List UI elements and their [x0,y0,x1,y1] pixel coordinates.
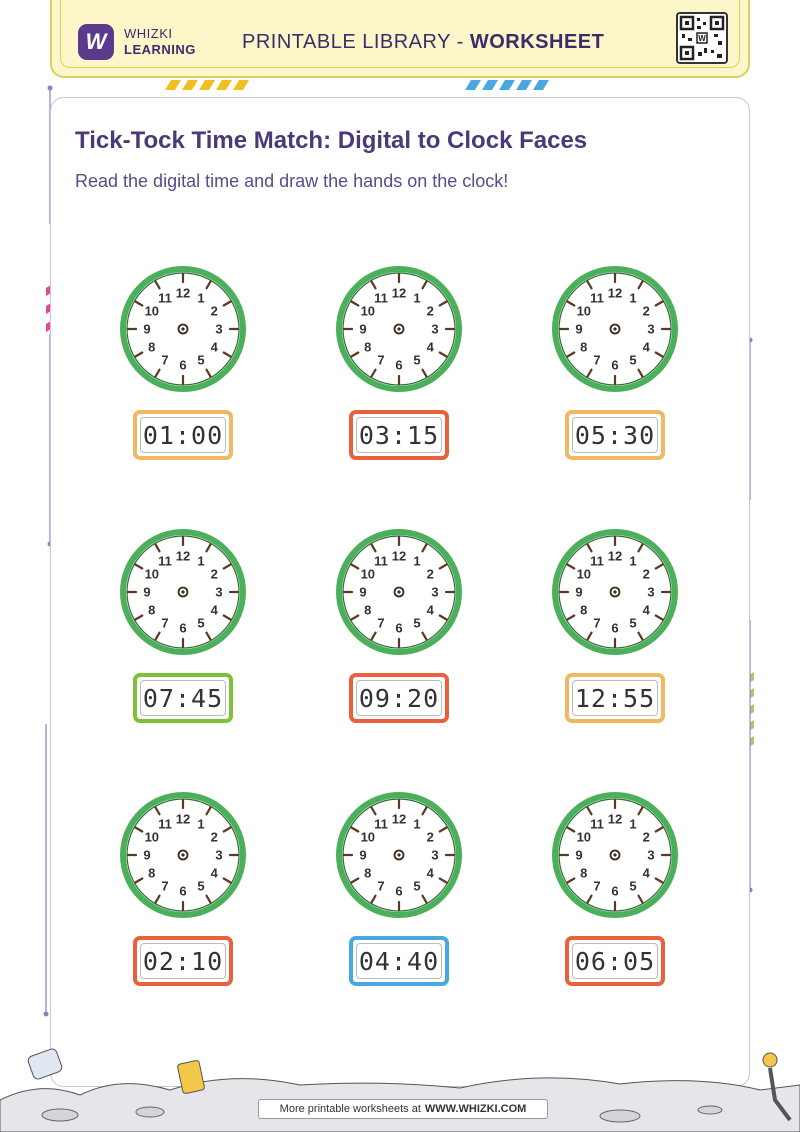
digital-time-text: 04:40 [356,943,442,979]
digital-time-text: 05:30 [572,417,658,453]
svg-text:6: 6 [611,620,619,636]
brand-name [124,26,196,58]
svg-text:2: 2 [642,303,650,319]
svg-text:2: 2 [642,566,650,582]
svg-text:11: 11 [590,290,604,306]
svg-text:10: 10 [144,829,160,845]
svg-text:5: 5 [197,878,205,894]
digital-time-display [565,410,665,460]
svg-text:4: 4 [642,865,650,881]
svg-text:4: 4 [642,602,650,618]
svg-text:8: 8 [148,602,156,618]
footer-text: More printable worksheets at [279,1103,421,1115]
svg-text:5: 5 [197,352,205,368]
clock-item [309,262,489,472]
svg-text:4: 4 [210,602,218,618]
analog-clock-face[interactable] [548,262,682,396]
svg-text:W: W [698,34,706,43]
svg-text:4: 4 [426,602,434,618]
svg-text:5: 5 [629,615,637,631]
page-header [50,0,750,78]
clock-item [309,525,489,735]
svg-text:9: 9 [575,584,583,600]
svg-text:1: 1 [197,816,205,832]
svg-text:4: 4 [210,339,218,355]
svg-text:10: 10 [144,566,160,582]
svg-text:2: 2 [426,566,434,582]
clock-item [525,525,705,735]
digital-time-text: 06:05 [572,943,658,979]
svg-text:5: 5 [197,615,205,631]
svg-text:1: 1 [413,816,421,832]
svg-text:7: 7 [377,352,385,368]
footer-website-link[interactable]: WWW.WHIZKI.COM [424,1103,527,1115]
svg-text:3: 3 [647,847,655,863]
svg-text:10: 10 [360,303,376,319]
svg-text:9: 9 [575,847,583,863]
digital-time-text: 12:55 [572,680,658,716]
digital-time-display [133,410,233,460]
svg-text:12: 12 [607,285,623,301]
svg-text:7: 7 [593,352,601,368]
svg-text:10: 10 [576,566,592,582]
analog-clock-face[interactable] [548,788,682,922]
svg-text:7: 7 [161,352,169,368]
svg-text:7: 7 [161,615,169,631]
svg-text:7: 7 [377,615,385,631]
analog-clock-face[interactable] [332,788,466,922]
analog-clock-face[interactable] [116,525,250,659]
svg-text:4: 4 [426,339,434,355]
svg-text:10: 10 [576,829,592,845]
svg-text:11: 11 [590,553,604,569]
svg-text:12: 12 [607,548,623,564]
svg-text:11: 11 [158,553,172,569]
svg-text:1: 1 [629,553,637,569]
svg-text:5: 5 [413,615,421,631]
svg-text:11: 11 [590,816,604,832]
svg-text:5: 5 [413,352,421,368]
digital-time-display [349,410,449,460]
svg-text:6: 6 [395,883,403,899]
worksheet-instructions: Read the digital time and draw the hands on the clock! [75,171,509,191]
analog-clock-face[interactable] [116,788,250,922]
svg-text:10: 10 [576,303,592,319]
svg-text:6: 6 [395,620,403,636]
svg-text:4: 4 [210,865,218,881]
svg-text:11: 11 [374,290,388,306]
digital-time-display [133,936,233,986]
svg-text:6: 6 [179,620,187,636]
svg-text:8: 8 [580,865,588,881]
svg-text:10: 10 [360,829,376,845]
svg-text:7: 7 [161,878,169,894]
svg-text:6: 6 [611,357,619,373]
svg-text:8: 8 [148,865,156,881]
svg-text:9: 9 [359,847,367,863]
svg-text:9: 9 [359,584,367,600]
svg-text:8: 8 [148,339,156,355]
svg-text:7: 7 [593,878,601,894]
svg-text:8: 8 [364,339,372,355]
digital-time-display [565,936,665,986]
svg-text:11: 11 [374,553,388,569]
qr-code-icon [676,12,728,64]
svg-text:12: 12 [175,548,191,564]
svg-text:2: 2 [426,829,434,845]
svg-text:12: 12 [607,811,623,827]
digital-time-display [349,673,449,723]
svg-text:4: 4 [426,865,434,881]
svg-text:11: 11 [374,816,388,832]
svg-text:4: 4 [642,339,650,355]
clock-item [525,262,705,472]
analog-clock-face[interactable] [116,262,250,396]
svg-text:7: 7 [377,878,385,894]
analog-clock-face[interactable] [332,262,466,396]
svg-text:3: 3 [647,584,655,600]
svg-text:6: 6 [395,357,403,373]
svg-text:1: 1 [197,553,205,569]
svg-text:3: 3 [215,321,223,337]
clock-item [309,788,489,998]
svg-text:6: 6 [611,883,619,899]
svg-text:9: 9 [575,321,583,337]
svg-text:9: 9 [359,321,367,337]
svg-text:3: 3 [431,847,439,863]
clock-item [93,525,273,735]
svg-text:10: 10 [360,566,376,582]
header-title-plain: PRINTABLE LIBRARY - [242,31,470,53]
svg-text:3: 3 [215,847,223,863]
svg-text:9: 9 [143,847,151,863]
svg-text:8: 8 [364,602,372,618]
digital-time-display [349,936,449,986]
svg-text:8: 8 [364,865,372,881]
svg-text:8: 8 [580,339,588,355]
digital-time-text: 02:10 [140,943,226,979]
svg-text:2: 2 [210,829,218,845]
svg-text:11: 11 [158,816,172,832]
worksheet-title: Tick-Tock Time Match: Digital to Clock Faces [75,127,588,154]
svg-text:10: 10 [144,303,160,319]
svg-text:1: 1 [629,290,637,306]
svg-text:7: 7 [593,615,601,631]
svg-text:1: 1 [629,816,637,832]
clock-item [525,788,705,998]
svg-text:2: 2 [210,303,218,319]
analog-clock-face[interactable] [332,525,466,659]
analog-clock-face[interactable] [548,525,682,659]
clock-item [93,262,273,472]
brand-line-1: WHIZKI [124,26,173,41]
svg-text:12: 12 [175,285,191,301]
svg-text:3: 3 [647,321,655,337]
svg-text:5: 5 [629,878,637,894]
svg-text:2: 2 [210,566,218,582]
svg-text:12: 12 [391,285,407,301]
svg-text:1: 1 [413,290,421,306]
clock-item [93,788,273,998]
blue-stripes-decoration [465,80,555,90]
svg-text:6: 6 [179,357,187,373]
svg-text:3: 3 [431,584,439,600]
svg-text:2: 2 [642,829,650,845]
header-title [242,31,604,54]
svg-text:5: 5 [413,878,421,894]
svg-text:6: 6 [179,883,187,899]
header-title-bold: WORKSHEET [469,31,605,53]
digital-time-text: 07:45 [140,680,226,716]
svg-text:12: 12 [391,548,407,564]
svg-text:5: 5 [629,352,637,368]
digital-time-display [565,673,665,723]
svg-text:11: 11 [158,290,172,306]
digital-time-text: 09:20 [356,680,442,716]
digital-time-text: 03:15 [356,417,442,453]
svg-text:12: 12 [175,811,191,827]
whizki-logo-icon: W [78,24,114,60]
svg-text:1: 1 [413,553,421,569]
brand-line-2: LEARNING [124,42,196,57]
svg-text:1: 1 [197,290,205,306]
yellow-stripes-decoration [165,80,255,90]
footer-link-banner [258,1099,548,1119]
svg-text:12: 12 [391,811,407,827]
svg-text:3: 3 [431,321,439,337]
svg-text:3: 3 [215,584,223,600]
digital-time-text: 01:00 [140,417,226,453]
svg-text:9: 9 [143,584,151,600]
svg-text:9: 9 [143,321,151,337]
svg-text:8: 8 [580,602,588,618]
digital-time-display [133,673,233,723]
svg-text:2: 2 [426,303,434,319]
